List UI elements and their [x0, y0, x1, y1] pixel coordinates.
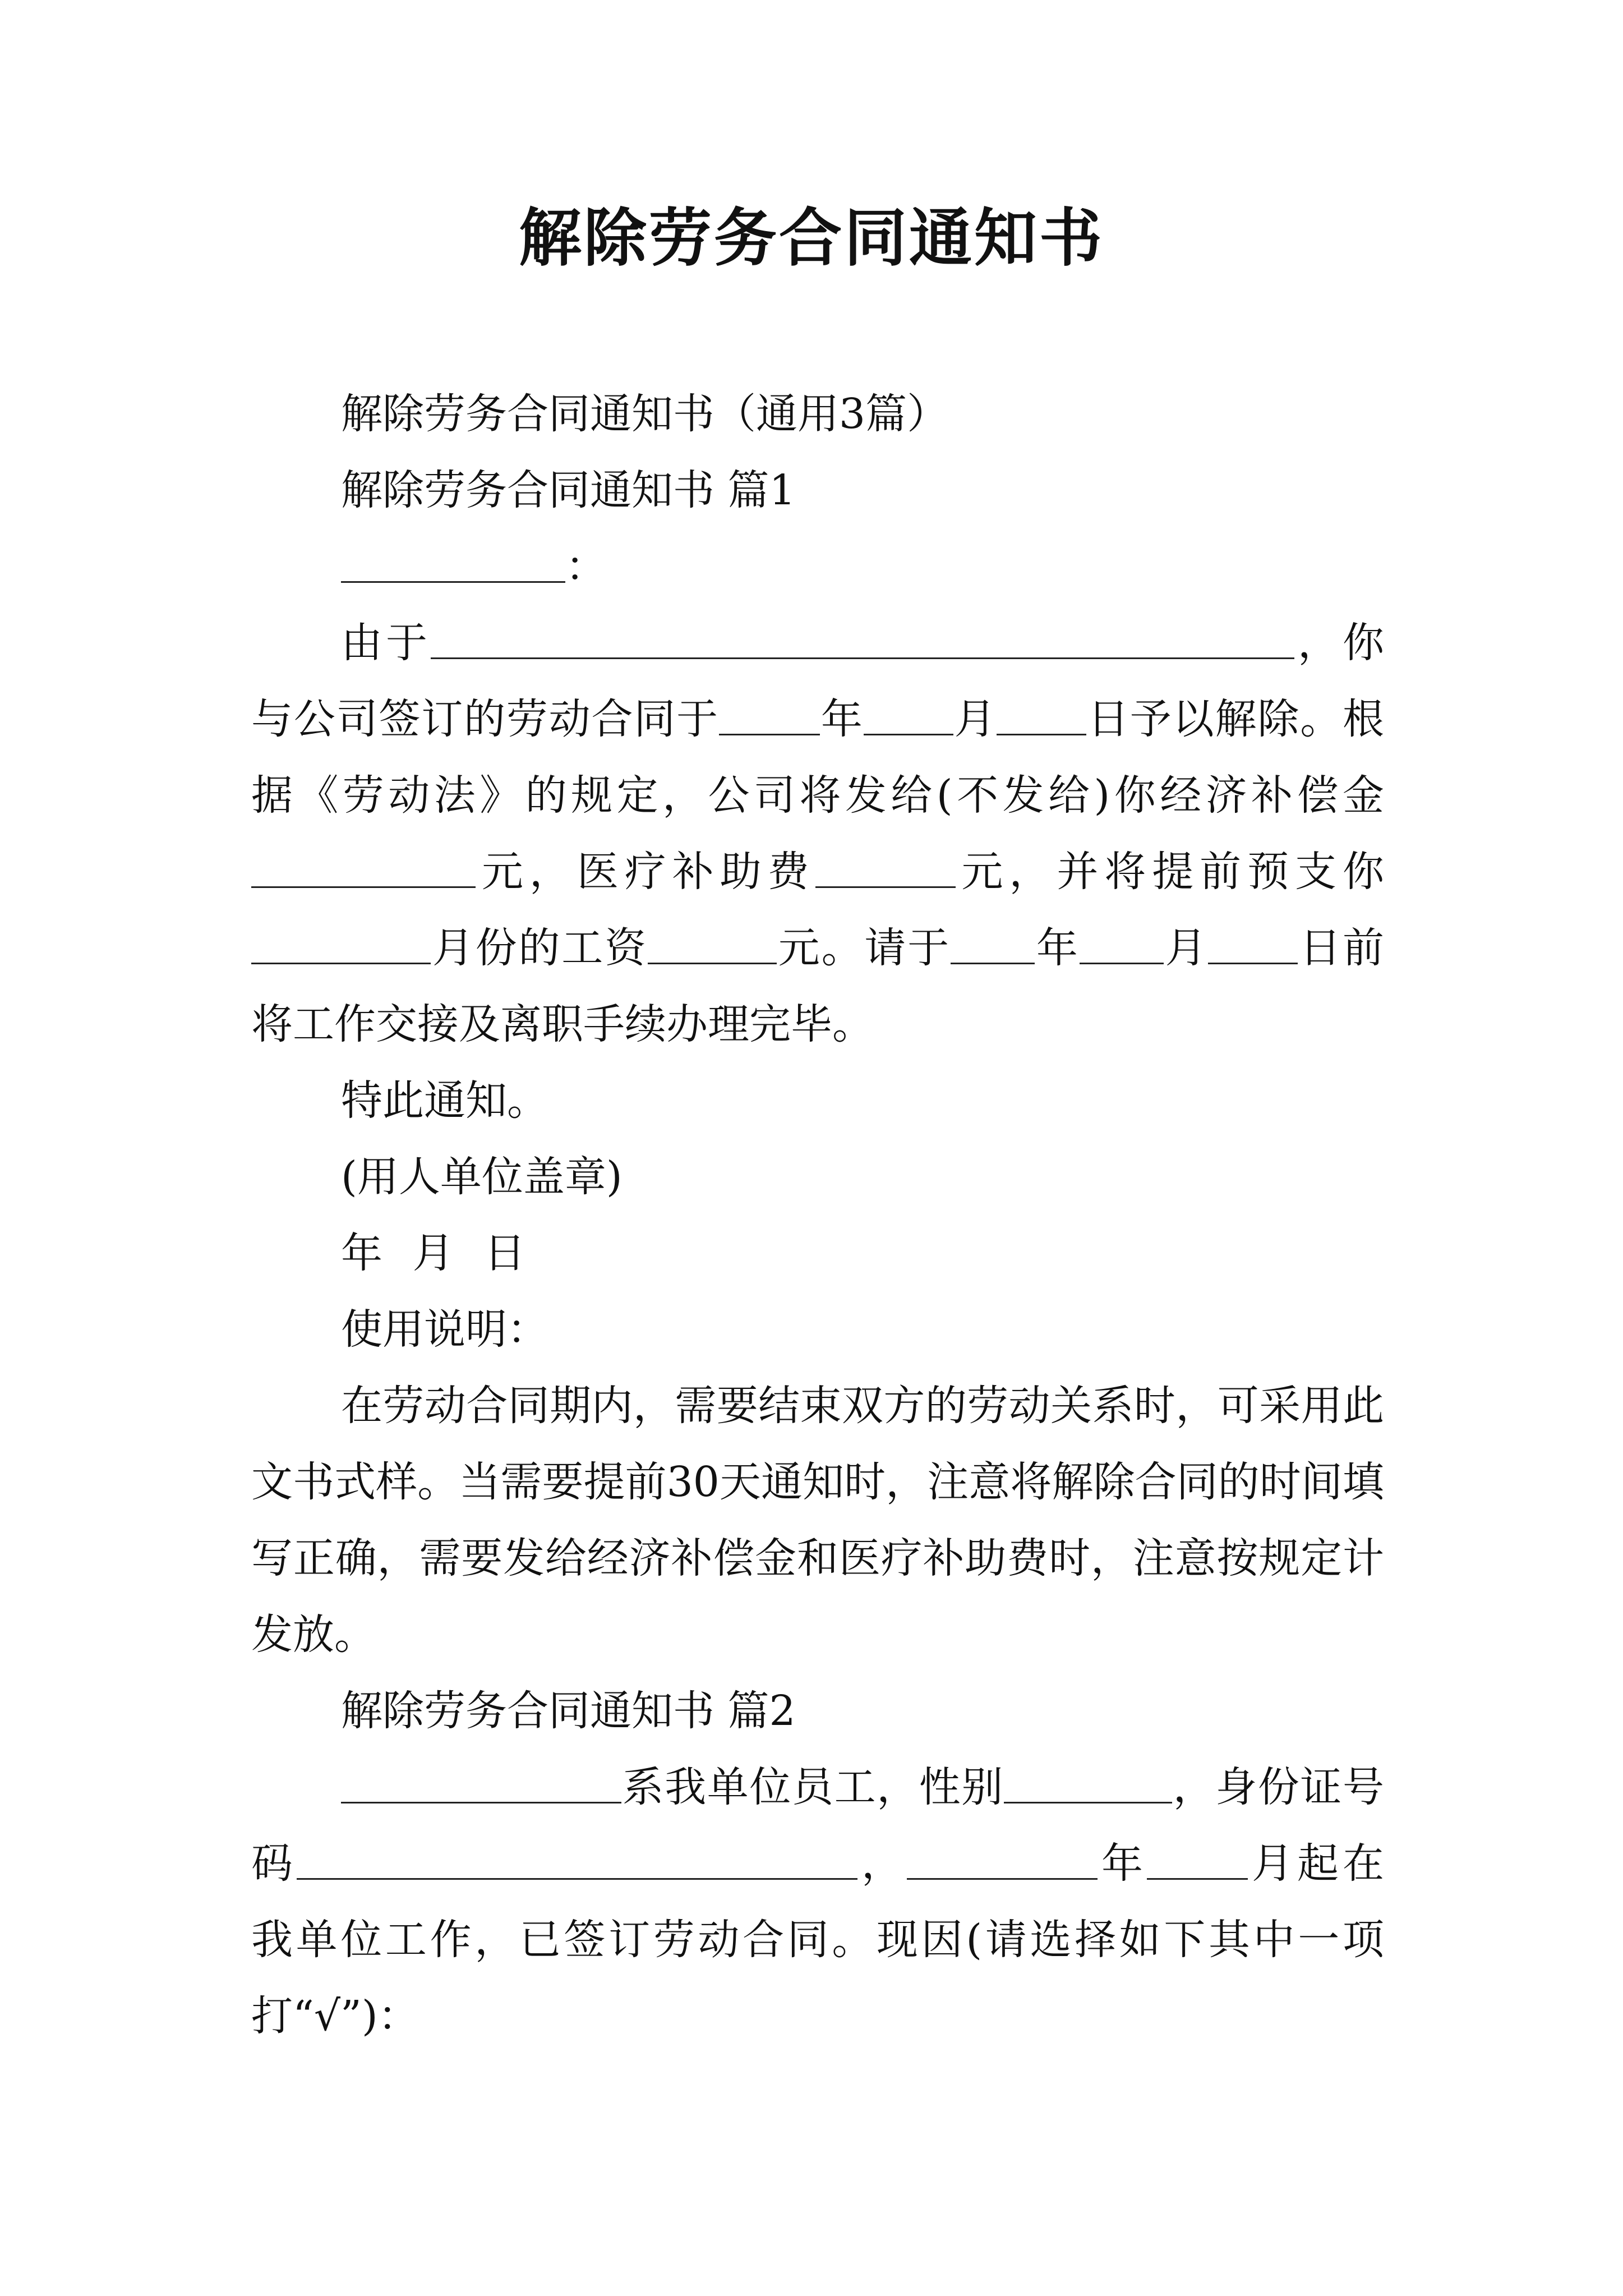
- text-run: 年: [820, 695, 864, 743]
- text-run: 月: [1163, 924, 1209, 972]
- text-run: ，: [857, 1839, 907, 1888]
- text-run: 元，医疗补助费: [476, 848, 815, 896]
- gender-blank[interactable]: [1004, 1764, 1172, 1803]
- reason-blank[interactable]: [431, 620, 1294, 659]
- notice-line: 特此通知。: [341, 1076, 548, 1125]
- advance-month-blank[interactable]: [251, 925, 431, 964]
- text-run: ，身份证号码: [251, 1763, 1384, 1888]
- section1-paragraph: [251, 605, 1384, 1062]
- deadline-day-blank[interactable]: [1208, 925, 1298, 964]
- deadline-year-blank[interactable]: [951, 925, 1035, 964]
- text-run: 年: [1098, 1839, 1147, 1888]
- deadline-month-blank[interactable]: [1080, 925, 1164, 964]
- subtitle: 解除劳务合同通知书（通用3篇）: [341, 390, 949, 438]
- month-blank[interactable]: [864, 696, 953, 735]
- start-month-blank[interactable]: [1147, 1841, 1248, 1880]
- document-title: 解除劳务合同通知书: [519, 201, 1104, 275]
- text-run: 由于: [341, 619, 431, 667]
- usage-heading: 使用说明：: [341, 1305, 548, 1354]
- salutation-line: [251, 528, 1384, 605]
- section2-paragraph: [251, 1749, 1384, 2054]
- text-run: ，你与公司签订的劳动合同于: [251, 619, 1384, 743]
- salutation-colon: ：: [565, 542, 607, 591]
- id-number-blank[interactable]: [297, 1841, 857, 1880]
- document-body: [251, 376, 1384, 2054]
- medical-subsidy-blank[interactable]: [815, 849, 956, 888]
- text-run: 年: [1035, 924, 1080, 972]
- text-run: 日前将工作交接及离职手续办理完毕。: [251, 924, 1385, 1048]
- text-run: 元，并将提前预支你: [955, 848, 1385, 896]
- year-blank[interactable]: [719, 696, 820, 735]
- section2-heading: 解除劳务合同通知书 篇2: [341, 1687, 796, 1735]
- text-run: 日予以解除。根据《劳动法》的规定，公司将发给(不发给)你经济补偿金: [251, 695, 1385, 820]
- section1-heading: 解除劳务合同通知书 篇1: [341, 466, 796, 514]
- usage-text: 在劳动合同期内，需要结束双方的劳动关系时，可采用此文书式样。当需要提前30天通知时，注意将解除合同的时间填写正确，需要发给经济补偿金和医疗补助费时，注意按规定计发放。: [251, 1382, 1384, 1659]
- seal-line: (用人单位盖章): [341, 1153, 623, 1201]
- day-blank[interactable]: [997, 696, 1086, 735]
- text-run: 系我单位员工，性别: [621, 1763, 1004, 1811]
- start-year-blank[interactable]: [907, 1841, 1098, 1880]
- date-line: 年 月 日: [341, 1229, 526, 1277]
- text-run: 月起在我单位工作，已签订劳动合同。现因(请选择如下其中一项打“√”)：: [251, 1839, 1384, 2040]
- text-run: 元。请于: [776, 924, 951, 972]
- employee-name-blank[interactable]: [341, 1764, 621, 1803]
- compensation-blank[interactable]: [251, 849, 476, 888]
- recipient-blank[interactable]: [341, 544, 565, 583]
- wage-amount-blank[interactable]: [648, 925, 777, 964]
- text-run: 月份的工资: [431, 924, 648, 972]
- text-run: 月: [953, 695, 997, 743]
